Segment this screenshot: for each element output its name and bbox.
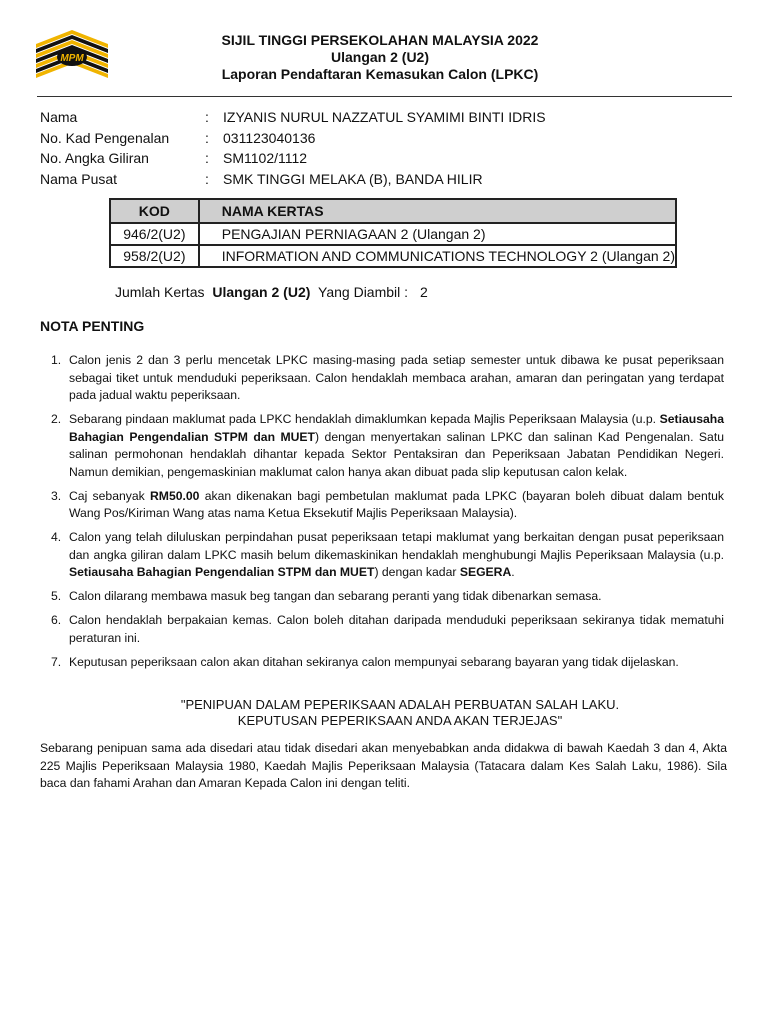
list-item — [40, 612, 724, 647]
kad-label: No. Kad Pengenalan — [40, 129, 170, 146]
kod-cell: 958/2(U2) — [110, 245, 199, 267]
pusat-label: Nama Pusat — [40, 171, 118, 188]
note-text: ) dengan kadar — [374, 565, 460, 579]
note-bold: SEGERA — [459, 565, 512, 579]
final-paragraph: Sebarang penipuan sama ada disedari atau tidak disedari akan menyebabkan anda didakwa di bawah Kaedah 3 dan 4, Akta 225 Majlis Peperiksaan Malaysia 1980, Kaedah Majlis Peperiksaan Malaysia (Tatacara dalam Kes Salah Laku, 1986). Sila baca dan fahami Arahan dan Amaran Kepada Calon ini dengan teliti. — [40, 741, 727, 790]
note-number: 5. — [51, 589, 62, 603]
papers-table — [109, 198, 677, 268]
jumlah-value: 2 — [419, 284, 428, 300]
note-bold: Setiausaha Bahagian Pengendalian STPM dan MUET — [69, 565, 375, 579]
note-text: Sebarang pindaan maklumat pada LPKC hendaklah dimaklumkan kepada Majlis Peperiksaan Malaysia (u.p. — [69, 412, 660, 426]
nama-kertas-cell: PENGAJIAN PERNIAGAAN 2 (Ulangan 2) — [199, 223, 676, 245]
table-row — [110, 245, 676, 267]
table-header-row — [110, 199, 676, 223]
note-text: Caj sebanyak — [69, 488, 150, 503]
list-item — [40, 529, 724, 582]
note-text: Calon jenis 2 dan 3 perlu mencetak LPKC masing-masing pada setiap semester untuk dibawa ke pusat peperiksaan sebagai tiket untuk menduduki peperiksaan. Calon hendaklah membaca arahan, amaran dan peringatan yang terdapat pada jadual waktu peperiksaan. — [69, 353, 724, 402]
colon: : — [205, 150, 209, 167]
jumlah-prefix: Jumlah Kertas — [115, 284, 205, 300]
nota-title: NOTA PENTING — [40, 318, 145, 334]
list-item — [40, 411, 724, 481]
header-divider — [37, 96, 732, 97]
note-number: 6. — [51, 613, 62, 627]
kod-cell: 946/2(U2) — [110, 223, 199, 245]
nama-kertas-cell: INFORMATION AND COMMUNICATIONS TECHNOLOGY 2 (Ulangan 2) — [199, 245, 676, 267]
note-text: Calon dilarang membawa masuk beg tangan dan sebarang peranti yang tidak dibenarkan semasa. — [69, 589, 602, 603]
note-bold: Setiausaha Bahagian Pengendalian STPM dan MUET — [69, 412, 724, 444]
list-item — [40, 352, 724, 405]
note-number: 7. — [51, 654, 62, 669]
header-title-line2: Ulangan 2 (U2) — [330, 49, 429, 65]
note-number: 3. — [51, 488, 62, 503]
jumlah-kertas — [115, 284, 428, 300]
table-row — [110, 223, 676, 245]
logo-text: MPM — [60, 53, 84, 64]
quote-line1: "PENIPUAN DALAM PEPERIKSAAN ADALAH PERBUATAN SALAH LAKU. — [180, 697, 620, 712]
mpm-logo — [34, 28, 110, 84]
note-bold: RM50.00 — [149, 488, 200, 503]
note-number: 1. — [51, 353, 62, 367]
note-text: Calon yang telah diluluskan perpindahan pusat peperiksaan tetapi maklumat yang berkaitan dengan pusat peperiksaan dan angka giliran dalam LPKC masih belum dikemaskinikan hendaklah menghubungi Majlis Peperiksaan Malaysia (u.p. — [69, 530, 724, 562]
nama-value: IZYANIS NURUL NAZZATUL SYAMIMI BINTI IDRIS — [223, 109, 546, 125]
list-item — [40, 654, 724, 672]
note-text: Calon hendaklah berpakaian kemas. Calon boleh ditahan daripada menduduki peperiksaan sekiranya tidak mematuhi peraturan ini. — [69, 613, 724, 645]
notes-list — [40, 352, 724, 678]
angka-value: SM1102/1112 — [223, 150, 308, 167]
note-text: akan dikenakan bagi pembetulan maklumat pada LPKC (bayaran boleh dibuat dalam bentuk Wang Pos/Kiriman Wang atas nama Ketua Eksekutif Majlis Peperiksaan Malaysia). — [69, 488, 724, 520]
colon: : — [205, 109, 209, 125]
kod-header: KOD — [110, 199, 199, 223]
header-title-line1: SIJIL TINGGI PERSEKOLAHAN MALAYSIA 2022 — [221, 32, 539, 48]
quote-line2: KEPUTUSAN PEPERIKSAAN ANDA AKAN TERJEJAS" — [237, 713, 563, 728]
note-number: 2. — [51, 412, 62, 426]
note-text: Keputusan peperiksaan calon akan ditahan sekiranya calon mempunyai sebarang bayaran yang tidak dijelaskan. — [69, 654, 679, 669]
list-item — [40, 588, 724, 606]
jumlah-suffix: Yang Diambil : — [318, 284, 409, 300]
note-number: 4. — [51, 530, 62, 544]
header-title-line3: Laporan Pendaftaran Kemasukan Calon (LPKC) — [221, 66, 539, 82]
angka-label: No. Angka Giliran — [40, 150, 149, 167]
page-header — [180, 32, 580, 83]
nama-label: Nama — [40, 109, 78, 125]
list-item — [40, 488, 724, 523]
warning-quote — [100, 697, 700, 729]
kad-value: 031123040136 — [223, 129, 316, 146]
colon: : — [205, 171, 209, 188]
jumlah-bold: Ulangan 2 (U2) — [212, 284, 311, 300]
note-text: . — [511, 565, 515, 579]
pusat-value: SMK TINGGI MELAKA (B), BANDA HILIR — [223, 171, 483, 188]
colon: : — [205, 129, 209, 146]
nama-kertas-header: NAMA KERTAS — [199, 199, 676, 223]
note-text: ) dengan menyertakan salinan LPKC dan salinan Kad Pengenalan. Satu salinan permohonan hendaklah dihantar kepada Sektor Pentaksiran dan Peperiksaan Jabatan Pendidikan Negeri. Namun demikian, pengemaskinian maklumat calon hanya akan dibuat pada slip keputusan calon kelak. — [69, 429, 725, 479]
